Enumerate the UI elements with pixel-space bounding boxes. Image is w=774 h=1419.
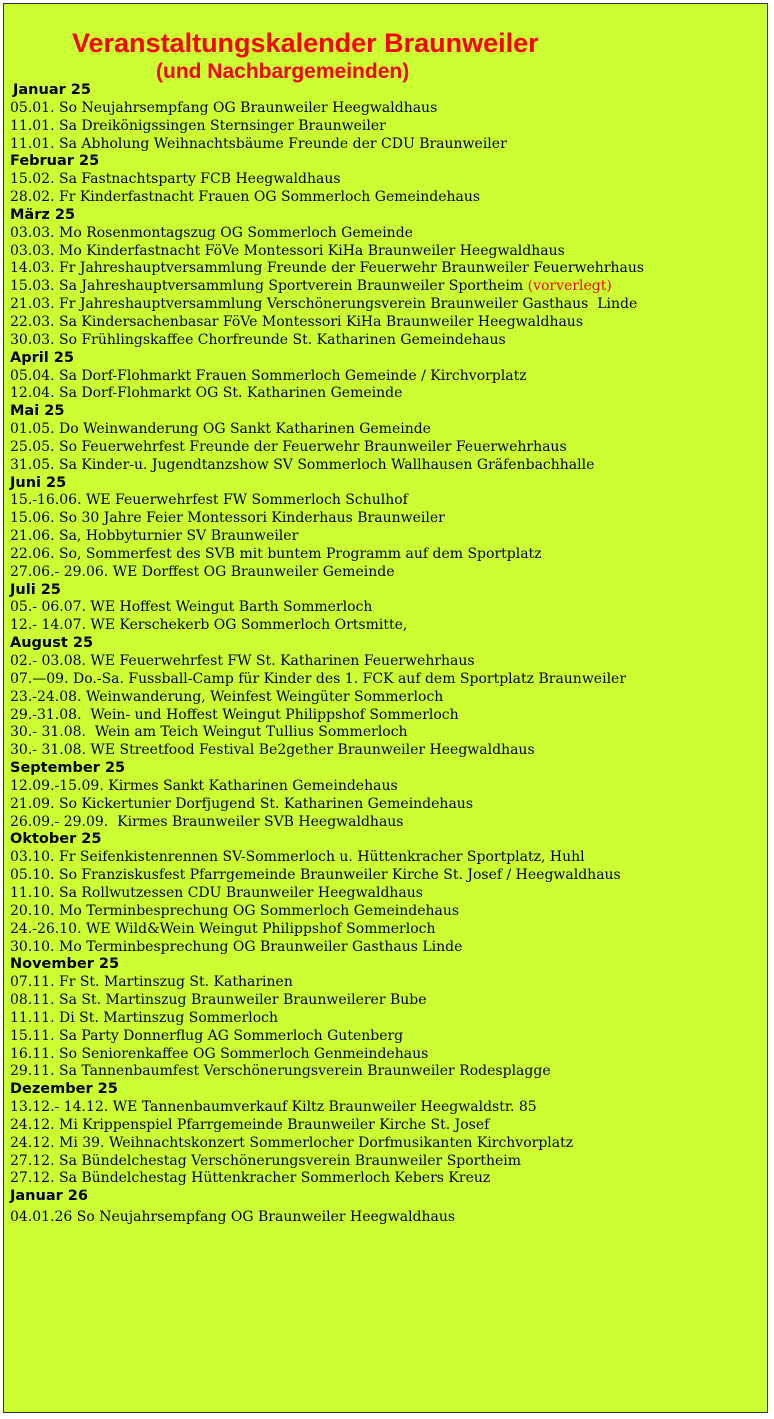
- event-item: [10, 457, 768, 475]
- event-text: 27.06.- 29.06. WE Dorffest OG Braunweiler Gemeinde: [10, 563, 395, 580]
- event-text: 05.01. So Neujahrsempfang OG Braunweiler Heegwaldhaus: [10, 99, 438, 116]
- month-heading: Juli 25: [10, 581, 61, 598]
- page-title: Veranstaltungskalender Braunweiler: [72, 28, 539, 58]
- event-text: 31.05. Sa Kinder-u. Jugendtanzshow SV Sommerloch Wallhausen Gräfenbachhalle: [10, 456, 595, 473]
- event-item: [10, 903, 768, 921]
- event-text: 21.03. Fr Jahreshauptversammlung Verschönerungsverein Braunweiler Gasthaus Linde: [10, 296, 638, 313]
- event-item: [10, 867, 768, 885]
- event-text: 25.05. So Feuerwehrfest Freunde der Feuerwehr Braunweiler Feuerwehrhaus: [10, 438, 567, 455]
- event-text: 27.12. Sa Bündelchestag Verschönerungsverein Braunweiler Sportheim: [10, 1152, 522, 1169]
- event-text: 21.09. So Kickertunier Dorfjugend St. Katharinen Gemeindehaus: [10, 795, 473, 812]
- month-heading: Dezember 25: [10, 1081, 118, 1098]
- event-text: 15.11. Sa Party Donnerflug AG Sommerloch Gutenberg: [10, 1027, 404, 1044]
- event-item: [10, 385, 768, 403]
- event-item: [10, 1209, 768, 1227]
- month-heading: Oktober 25: [10, 831, 102, 848]
- event-item: [10, 885, 768, 903]
- event-text: 30.10. Mo Terminbesprechung OG Braunweiler Gasthaus Linde: [10, 938, 463, 955]
- month-heading: August 25: [10, 635, 94, 652]
- event-item: [10, 742, 768, 760]
- event-text: 11.11. Di St. Martinszug Sommerloch: [10, 1009, 279, 1026]
- event-item: [10, 171, 768, 189]
- event-item: [10, 421, 768, 439]
- event-item: [10, 243, 768, 261]
- event-item: [10, 689, 768, 707]
- event-item: [10, 1135, 768, 1153]
- event-text: 22.03. Sa Kindersachenbasar FöVe Montessori KiHa Braunweiler Heegwaldhaus: [10, 313, 584, 330]
- month-heading: Juni 25: [10, 474, 67, 491]
- event-text: 05.04. Sa Dorf-Flohmarkt Frauen Sommerloch Gemeinde / Kirchvorplatz: [10, 367, 527, 384]
- event-text: 16.11. So Seniorenkaffee OG Sommerloch Genmeindehaus: [10, 1045, 429, 1062]
- event-item: [10, 653, 768, 671]
- event-item: [10, 564, 768, 582]
- event-text: 30.03. So Frühlingskaffee Chorfreunde St. Katharinen Gemeindehaus: [10, 331, 506, 348]
- event-text: 07.—09. Do.-Sa. Fussball-Camp für Kinder des 1. FCK auf dem Sportplatz Braunweiler: [10, 670, 627, 687]
- event-item: [10, 1046, 768, 1064]
- event-text: 05.10. So Franziskusfest Pfarrgemeinde Braunweiler Kirche St. Josef / Heegwaldhaus: [10, 867, 621, 884]
- event-text: 11.01. Sa Dreikönigssingen Sternsinger Braunweiler: [10, 117, 386, 134]
- event-text: 29.11. Sa Tannenbaumfest Verschönerungsverein Braunweiler Rodesplagge: [10, 1063, 551, 1080]
- event-text: 22.06. So, Sommerfest des SVB mit buntem Programm auf dem Sportplatz: [10, 545, 542, 562]
- event-item: [10, 100, 768, 118]
- event-item: [10, 118, 768, 136]
- event-text: 15.03. Sa Jahreshauptversammlung Sportverein Braunweiler Sportheim: [10, 278, 528, 295]
- event-item: [10, 1153, 768, 1171]
- month-heading: Januar 26: [10, 1188, 88, 1205]
- month-heading: März 25: [10, 206, 76, 223]
- event-text: 15.-16.06. WE Feuerwehrfest FW Sommerloch Schulhof: [10, 492, 408, 509]
- event-text: 12.- 14.07. WE Kerschekerb OG Sommerloch Ortsmitte,: [10, 617, 408, 634]
- event-text: 26.09.- 29.09. Kirmes Braunweiler SVB Heegwaldhaus: [10, 813, 404, 830]
- event-item: [10, 724, 768, 742]
- event-text: 11.01. Sa Abholung Weihnachtsbäume Freunde der CDU Braunweiler: [10, 135, 507, 152]
- month-heading: April 25: [10, 349, 74, 366]
- event-text: 11.10. Sa Rollwutzessen CDU Braunweiler Heegwaldhaus: [10, 884, 423, 901]
- event-item: [10, 1063, 768, 1081]
- event-text: 29.-31.08. Wein- und Hoffest Weingut Philippshof Sommerloch: [10, 706, 459, 723]
- event-text: 24.-26.10. WE Wild&Wein Weingut Philippshof Sommerloch: [10, 920, 436, 937]
- event-text: 30.- 31.08. Wein am Teich Weingut Tullius Sommerloch: [10, 724, 408, 741]
- event-item: [10, 136, 768, 154]
- month-heading: September 25: [10, 760, 126, 777]
- event-item: [10, 314, 768, 332]
- event-text: 28.02. Fr Kinderfastnacht Frauen OG Sommerloch Gemeindehaus: [10, 189, 481, 206]
- event-text: 14.03. Fr Jahreshauptversammlung Freunde der Feuerwehr Braunweiler Feuerwehrhaus: [10, 260, 645, 277]
- event-item: [10, 814, 768, 832]
- page-subtitle: (und Nachbargemeinden): [156, 60, 410, 83]
- calendar-textbox: [3, 3, 768, 1413]
- event-text: 05.- 06.07. WE Hoffest Weingut Barth Sommerloch: [10, 599, 373, 616]
- event-text: 02.- 03.08. WE Feuerwehrfest FW St. Katharinen Feuerwehrhaus: [10, 653, 475, 669]
- event-text: 21.06. Sa, Hobbyturnier SV Braunweiler: [10, 528, 299, 545]
- event-text: 13.12.- 14.12. WE Tannenbaumverkauf Kiltz Braunweiler Heegwaldstr. 85: [10, 1099, 537, 1116]
- event-item: [10, 599, 768, 617]
- event-text: 08.11. Sa St. Martinszug Braunweiler Braunweilerer Bube: [10, 992, 427, 1009]
- event-item: [10, 260, 768, 278]
- event-item: [10, 1010, 768, 1028]
- event-item: [10, 528, 768, 546]
- event-text: 07.11. Fr St. Martinszug St. Katharinen: [10, 974, 293, 991]
- event-item: [10, 671, 768, 689]
- event-text: 15.06. So 30 Jahre Feier Montessori Kinderhaus Braunweiler: [10, 510, 445, 527]
- event-item: [10, 778, 768, 796]
- event-item: [10, 992, 768, 1010]
- event-item: [10, 1117, 768, 1135]
- event-item: [10, 278, 768, 296]
- event-text: 30.- 31.08. WE Streetfood Festival Be2gether Braunweiler Heegwaldhaus: [10, 742, 535, 759]
- month-heading: Januar 25: [13, 82, 91, 98]
- event-item: [10, 510, 768, 528]
- event-text: 24.12. Mi 39. Weihnachtskonzert Sommerlocher Dorfmusikanten Kirchvorplatz: [10, 1134, 574, 1151]
- event-item: [10, 707, 768, 725]
- event-text: 15.02. Sa Fastnachtsparty FCB Heegwaldhaus: [10, 171, 341, 188]
- event-text: 12.04. Sa Dorf-Flohmarkt OG St. Katharinen Gemeinde: [10, 385, 403, 402]
- event-text: 24.12. Mi Krippenspiel Pfarrgemeinde Braunweiler Kirche St. Josef: [10, 1116, 490, 1133]
- event-item: [10, 189, 768, 207]
- event-text: 03.10. Fr Seifenkistenrennen SV-Sommerloch u. Hüttenkracher Sportplatz, Huhl: [10, 849, 585, 866]
- event-item: [10, 296, 768, 314]
- event-text: 03.03. Mo Rosenmontagszug OG Sommerloch Gemeinde: [10, 224, 413, 241]
- month-heading: November 25: [10, 956, 120, 973]
- event-item: [10, 492, 768, 510]
- event-item: [10, 939, 768, 957]
- month-heading: Februar 25: [10, 153, 100, 170]
- event-list: [10, 82, 768, 1227]
- event-text: 04.01.26 So Neujahrsempfang OG Braunweiler Heegwaldhaus: [10, 1209, 456, 1226]
- event-item: [10, 368, 768, 386]
- event-item: [10, 1170, 768, 1188]
- month-heading: Mai 25: [10, 403, 65, 420]
- event-text: 27.12. Sa Bündelchestag Hüttenkracher Sommerloch Kebers Kreuz: [10, 1170, 491, 1187]
- event-text: 12.09.-15.09. Kirmes Sankt Katharinen Gemeindehaus: [10, 777, 398, 794]
- event-text: 23.-24.08. Weinwanderung, Weinfest Weingüter Sommerloch: [10, 688, 444, 705]
- event-item: [10, 1028, 768, 1046]
- event-note: (vorverlegt): [527, 278, 612, 295]
- event-text: 03.03. Mo Kinderfastnacht FöVe Montessori KiHa Braunweiler Heegwaldhaus: [10, 242, 565, 259]
- event-item: [10, 849, 768, 867]
- event-item: [10, 225, 768, 243]
- event-item: [10, 439, 768, 457]
- event-item: [10, 1099, 768, 1117]
- event-item: [10, 974, 768, 992]
- event-item: [10, 921, 768, 939]
- event-item: [10, 617, 768, 635]
- event-text: 20.10. Mo Terminbesprechung OG Sommerloch Gemeindehaus: [10, 902, 460, 919]
- event-text: 01.05. Do Weinwanderung OG Sankt Katharinen Gemeinde: [10, 421, 431, 438]
- event-item: [10, 332, 768, 350]
- event-item: [10, 546, 768, 564]
- event-item: [10, 796, 768, 814]
